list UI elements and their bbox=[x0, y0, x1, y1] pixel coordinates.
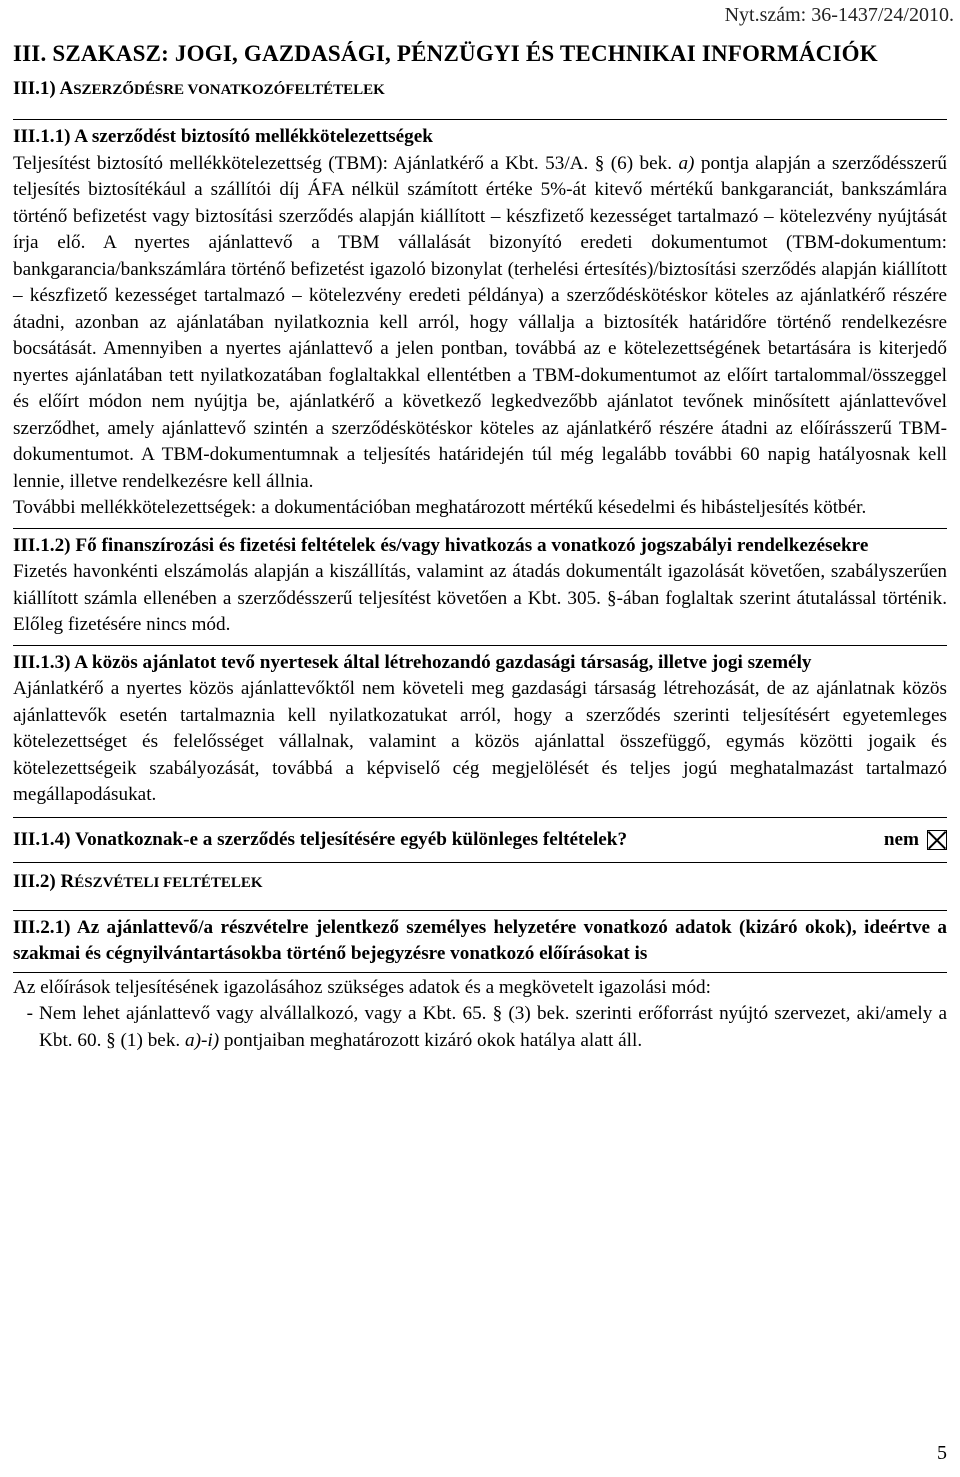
paragraph-text: pontja alapján a szerződésszerű teljesítés biztosítékául a szállítói díj ÁFA nélkül számított értéke 5%-át kitevő mértékű bankgaranciát, bankszámlára történő befizetést vagy biztosítási szerződés alapján kiállított – készfizető kezességet tartalmazó – kötelezvény nyújtását írja elő. A nyertes ajánlattevő a TBM vállalását bizonyító eredeti dokumentumot (TBM-dokumentum: bankgarancia/bankszámlára történő befizetést igazoló bizonylat (terhelési értesítés)/biztosítási szerződés alapján kiállított – készfizető kezességet tartalmazó – kötelezvény eredeti példánya) a szerződéskötéskor köteles az ajánlatkérő részére átadni, azonban az ajánlatában nyilatkoznia kell arról, hogy vállalja a biztosíték határidőre történő rendelkezésre bocsátását. Amennyiben a nyertes ajánlattevő a jelen pontban, továbbá az e kötelezettségének betartására is kiterjedő nyertes ajánlatában tett nyilatkozatában foglaltakkal ellentétben a TBM-dokumentumot az előírt tartalommal/összeggel és előírt módon nem nyújtja be, ajánlatkérő a következő legkedvezőbb ajánlatot tevőnek minősített ajánlattevővel szerződhet, amely ajánlattevő szintén a szerződéskötéskor köteles az ajánlatkérő részére átadni az előírásszerű TBM-dokumentumot. A TBM-dokumentumnak a teljesítés határidején túl még legalább további 60 napig hatályosnak kell lennie, illetve rendelkezésre kell állnia. bbox=[13, 152, 948, 492]
checked-box-icon[interactable] bbox=[927, 830, 947, 850]
subsection-heading-iii-1 bbox=[13, 74, 947, 105]
question-row bbox=[13, 826, 947, 854]
document-page bbox=[13, 0, 947, 1054]
block-title: III.2.1) Az ajánlattevő/a részvételre jelentkező személyes helyzetére vonatkozó adatok (kizáró okok), ideértve a szakmai és cégnyilvántartásokba történő bejegyzésre vonatkozó előírásokat is bbox=[13, 916, 947, 964]
italic-ref: a)-i) bbox=[185, 1029, 220, 1051]
block-iii-1-3 bbox=[13, 645, 947, 809]
block-iii-1-2 bbox=[13, 528, 947, 639]
subsection-title: ÉSZVÉTELI FELTÉTELEK bbox=[74, 874, 263, 891]
italic-ref: a) bbox=[678, 152, 695, 174]
block-title: III.1.2) Fő finanszírozási és fizetési feltételek és/vagy hivatkozás a vonatkozó jogszabályi rendelkezésekre bbox=[13, 534, 869, 556]
requirements-box bbox=[13, 972, 947, 1055]
list-dash: - bbox=[26, 1003, 33, 1024]
block-title: III.1.3) A közös ajánlatot tevő nyertesek által létrehozandó gazdasági társaság, illetve jogi személy bbox=[13, 651, 812, 673]
section-title: III. SZAKASZ: JOGI, GAZDASÁGI, PÉNZÜGYI ÉS TECHNIKAI INFORMÁCIÓK bbox=[13, 41, 878, 66]
paragraph-joint-bid: Ajánlatkérő a nyertes közös ajánlattevőktől nem követeli meg gazdasági társaság létrehozását, de az ajánlatnak közös ajánlattevők esetén tartalmaznia kell nyilatkozatukat arról, hogy a szerződés szerinti teljesítésért egyetemleges kötelezettséget és felelősséget vállalnak, valamint a közös ajánlattal összefüggő, egymás közötti jogaik és kötelezettségeik szabályozását, továbbá a képviselő cég megjelölését és teljes jogú meghatalmazást tartalmazó megállapodásukat. bbox=[13, 678, 947, 805]
list-item-text bbox=[39, 1001, 947, 1054]
answer-group bbox=[884, 826, 947, 854]
subsection-number: III.2) R bbox=[13, 870, 75, 892]
list-text-a: Nem lehet ajánlattevő vagy alvállalkozó, vagy a Kbt. 65. § (3) bek. szerinti erőforrást nyújtó szervezet, aki/amely a Kbt. 60. § (1) bek. bbox=[39, 1003, 947, 1051]
paragraph-text: Teljesítést biztosító mellékkötelezettség (TBM): Ajánlatkérő a Kbt. 53/A. § (6) bek. bbox=[13, 152, 673, 174]
answer-label: nem bbox=[883, 828, 919, 850]
paragraph-payment: Fizetés havonkénti elszámolás alapján a kiszállítás, valamint az átadás dokumentált igazolását követően, szabályszerűen kiállított számla ellenében a szerződésszerű teljesítést követően a Kbt. 305. §-ában foglaltak szerint átutalással történik. Előleg fizetésére nincs mód. bbox=[13, 561, 947, 635]
list-text-c: pontjaiban meghatározott kizáró okok hatálya alatt áll. bbox=[223, 1029, 643, 1051]
block-iii-1-1 bbox=[13, 119, 947, 522]
subsection-title: SZERZŐDÉSRE VONATKOZÓFELTÉTELEK bbox=[73, 82, 385, 98]
block-title: III.1.1) A szerződést biztosító mellékkötelezettségek bbox=[13, 126, 433, 147]
block-iii-2-1 bbox=[13, 910, 947, 1055]
paragraph-intro: Az előírások teljesítésének igazolásához szükséges adatok és a megkövetelt igazolási mód: bbox=[13, 976, 711, 998]
page-number: 5 bbox=[937, 1442, 947, 1464]
block-title: III.1.4) Vonatkoznak-e a szerződés teljesítésére egyéb különleges feltételek? bbox=[13, 828, 628, 850]
paragraph-other-obligations: További mellékkötelezettségek: a dokumentációban meghatározott mértékű késedelmi és hibásteljesítés kötbér. bbox=[13, 497, 867, 518]
subsection-heading-iii-2 bbox=[13, 862, 947, 898]
reference-number: Nyt.szám: 36-1437/24/2010. bbox=[724, 4, 954, 26]
subsection-number: III.1) A bbox=[13, 78, 74, 99]
list-item bbox=[13, 1001, 947, 1054]
block-iii-1-4 bbox=[13, 817, 947, 854]
paragraph-tbm bbox=[13, 151, 947, 496]
